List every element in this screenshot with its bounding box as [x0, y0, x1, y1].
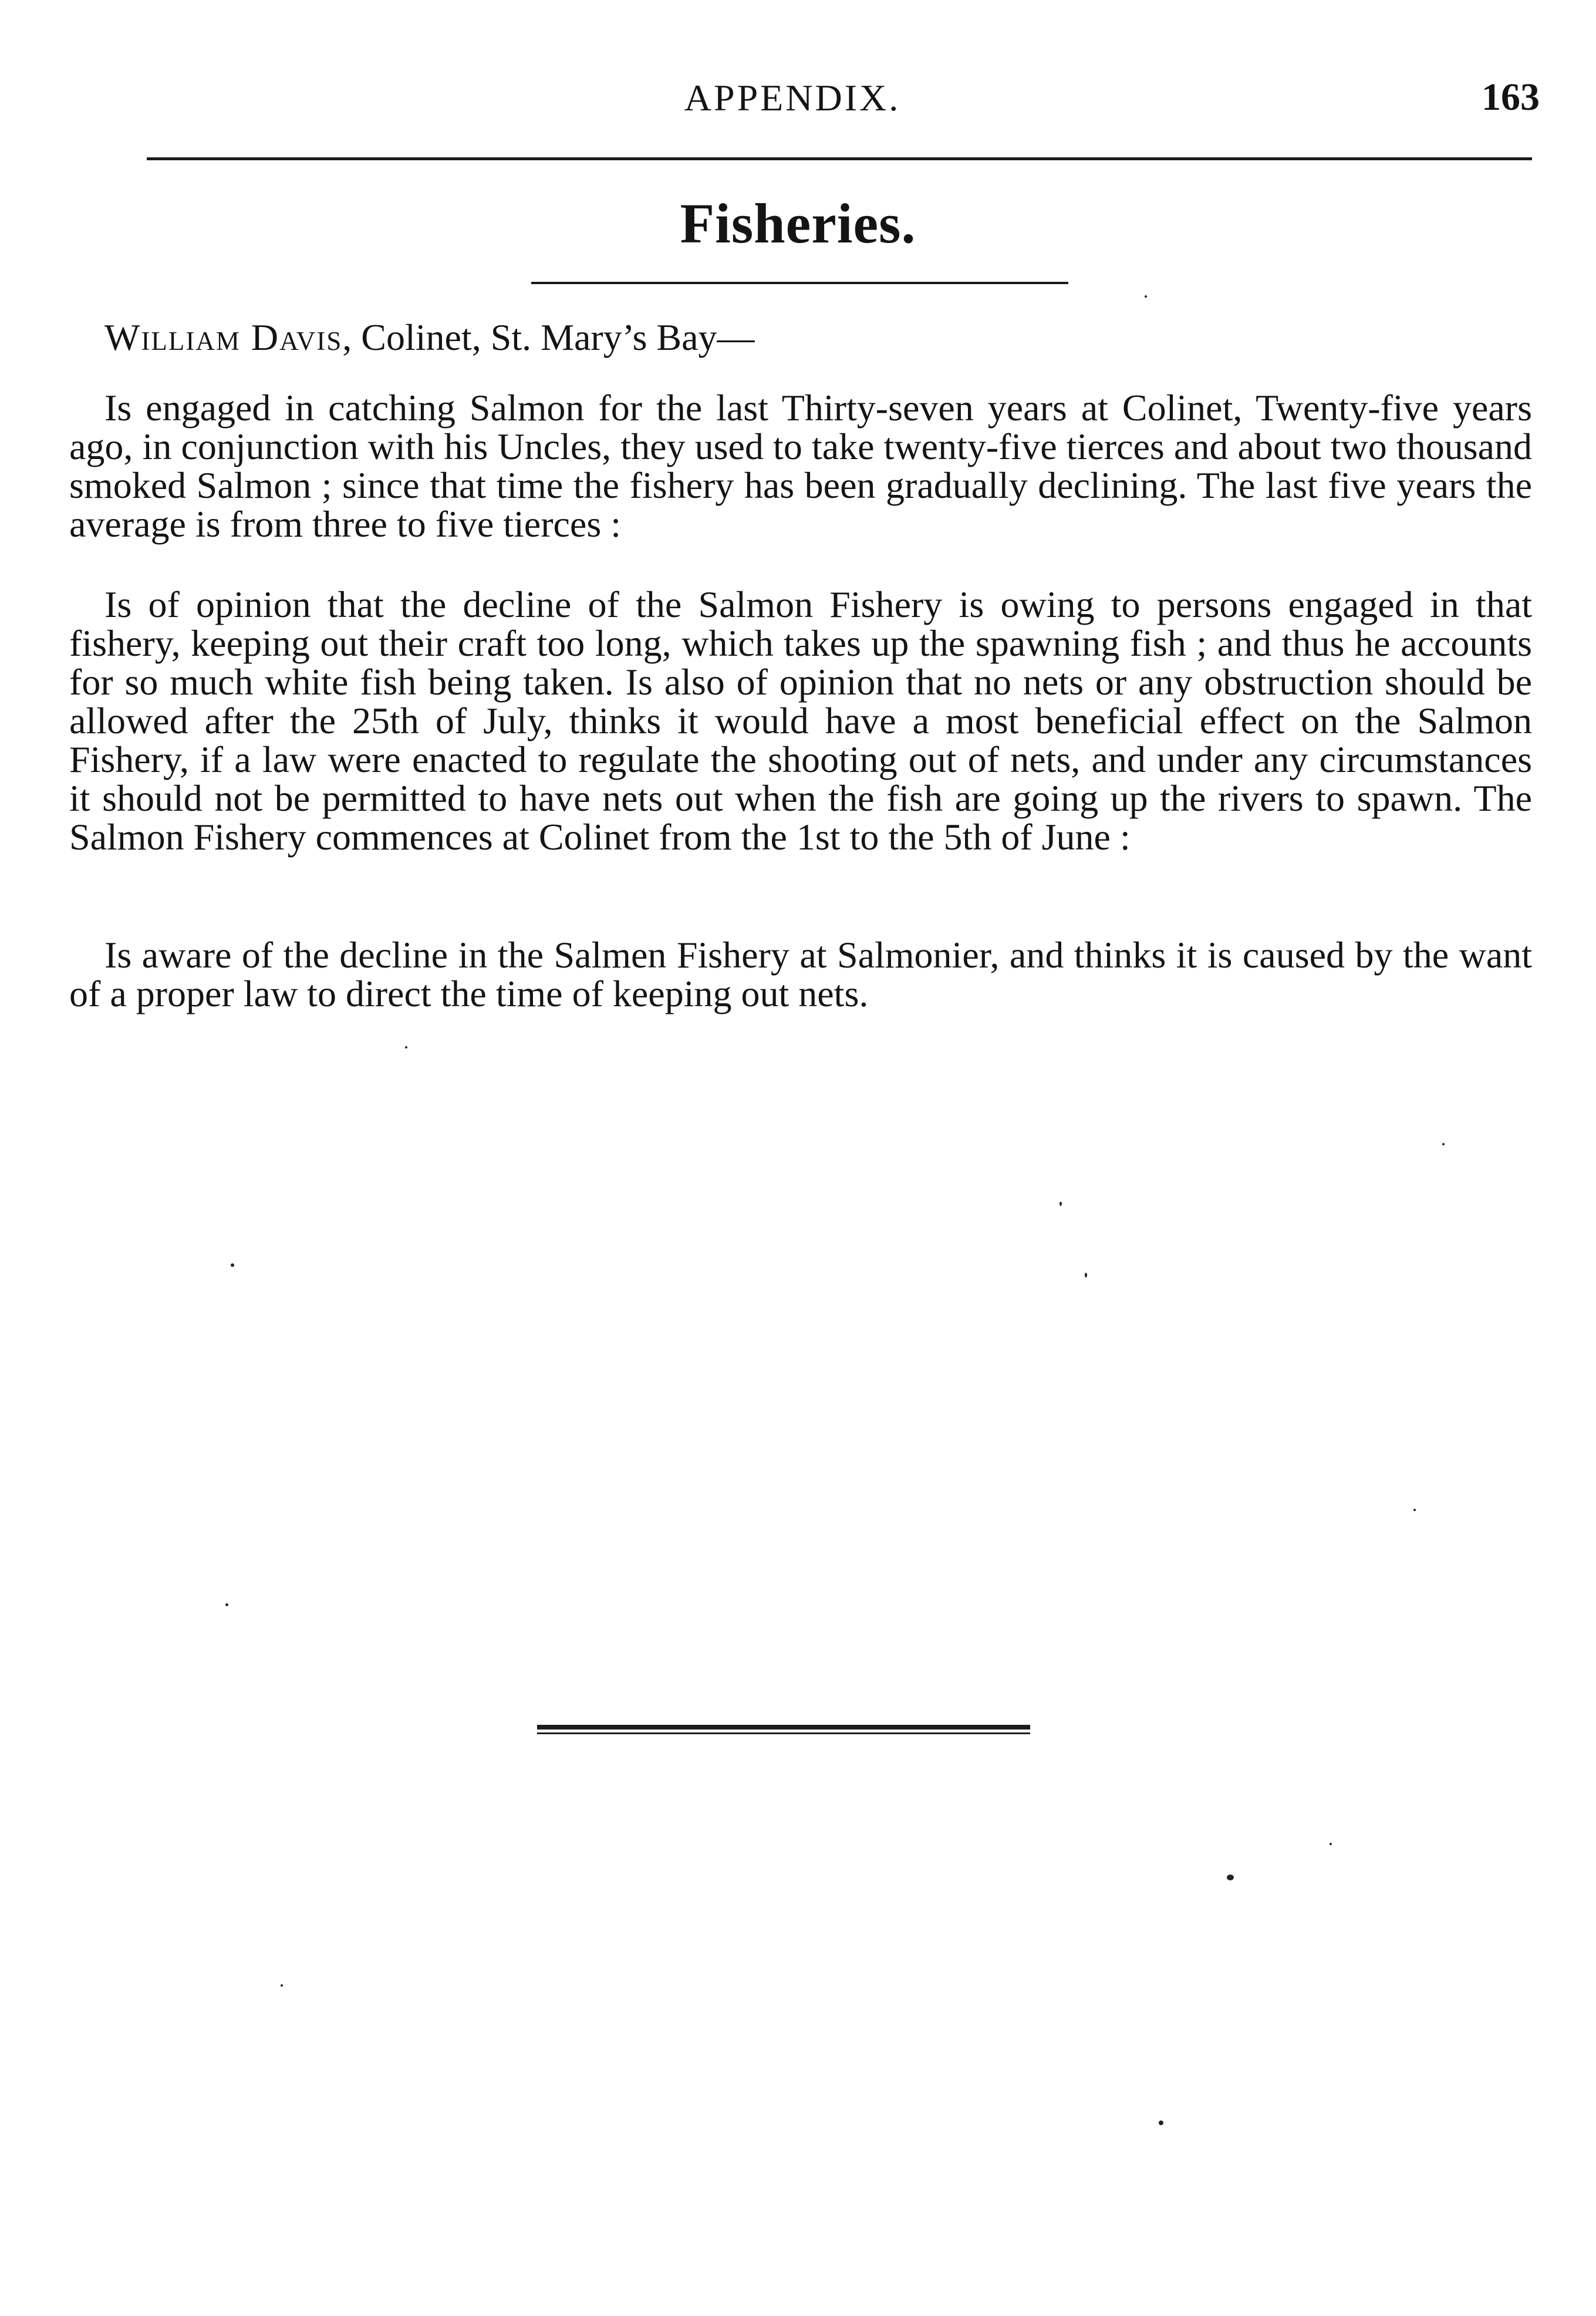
scan-speck — [225, 1603, 228, 1606]
scan-speck — [1330, 1843, 1332, 1845]
title-rule — [531, 282, 1068, 284]
paragraph: Is aware of the decline in the Salmen Fishery at Salmonier, and thinks it is caused by the want of a proper law to direct the time of keeping out nets. — [69, 934, 1532, 1014]
running-head — [0, 69, 1596, 122]
paragraph: Is of opinion that the decline of the Salmon Fishery is owing to persons engaged in that fishery, keeping out their craft too long, which takes up the spawning fish ; and thus he accounts for so much white fish being taken. Is also of opinion that no nets or any obstruction should be allowed after the 25th of July, thinks it would have a most beneficial effect on the Salmon Fishery, if a law were enacted to regulate the shooting out of nets, and under any circumstances it should not be permitted to have nets out when the fish are going up the rivers to spawn. The Salmon Fishery commences at Colinet from the 1st to the 5th of June : — [69, 584, 1532, 858]
scan-speck — [1059, 1202, 1062, 1206]
end-rule — [537, 1725, 1030, 1734]
scan-speck — [1413, 1509, 1416, 1511]
scan-speck — [281, 1984, 283, 1987]
section-title: Fisheries. — [680, 192, 916, 255]
header-rule — [147, 157, 1532, 160]
scan-speck — [405, 1046, 407, 1049]
scan-speck — [1085, 1273, 1087, 1277]
scan-speck — [231, 1263, 234, 1267]
scan-speck — [1145, 295, 1147, 298]
page-number: 163 — [1482, 76, 1540, 119]
witness-name: William Davis — [104, 316, 343, 358]
scan-speck — [1442, 1143, 1445, 1145]
scan-speck — [1159, 2121, 1163, 2125]
scan-speck — [1227, 1875, 1234, 1880]
witness-heading — [104, 316, 755, 359]
paragraph: Is engaged in catching Salmon for the last Thirty-seven years at Colinet, Twenty-five years ago, in conjunction with his Uncles, they used to take twenty-five tierces and about two thousand smoked Salmon ; since that time the fishery has been gradually declining. The last five years the average is from three to five tierces : — [69, 387, 1532, 545]
witness-location: , Colinet, St. Mary’s Bay— — [342, 316, 755, 358]
running-title: APPENDIX. — [684, 77, 901, 119]
